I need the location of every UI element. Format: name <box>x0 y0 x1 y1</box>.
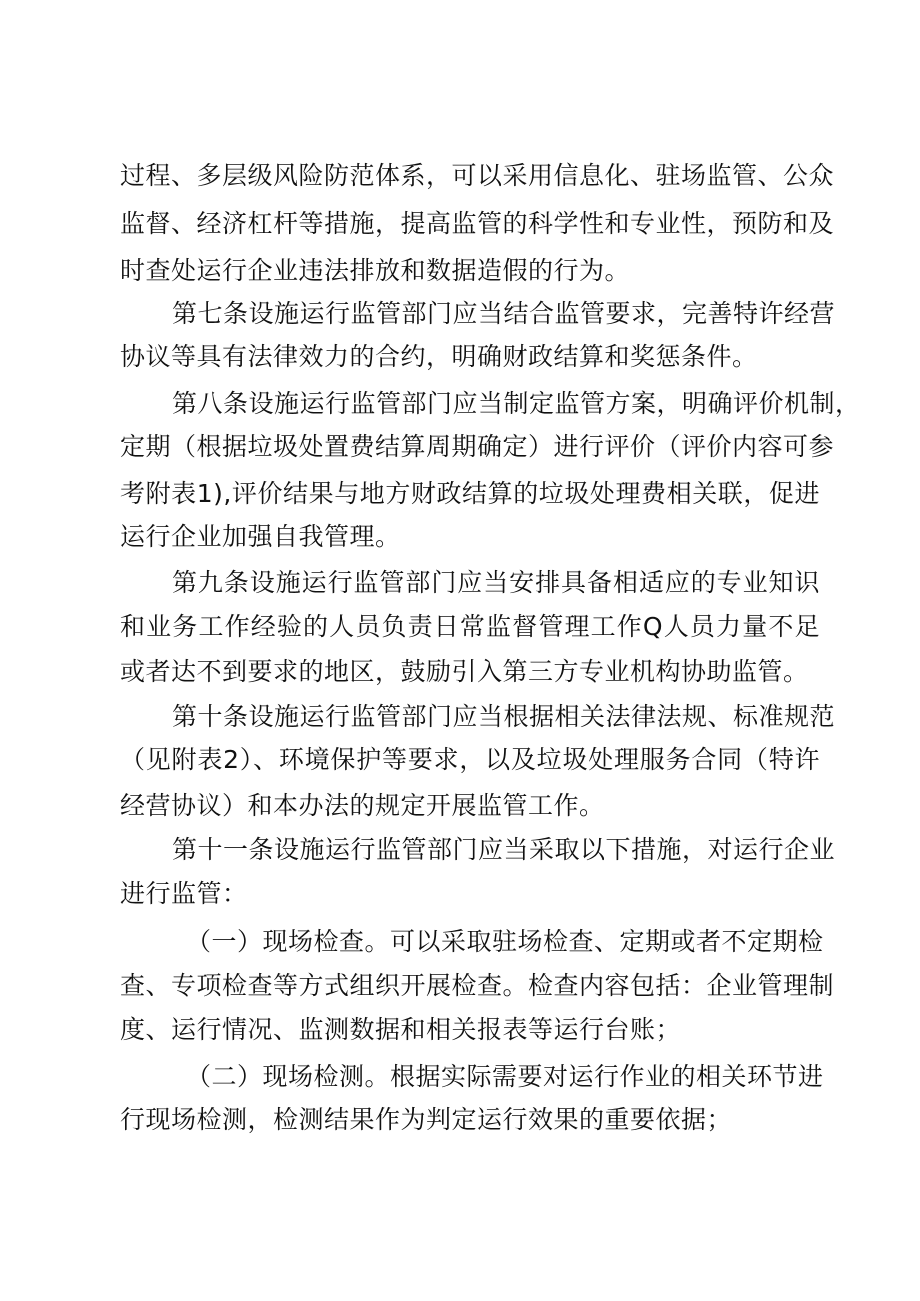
paragraph-line: 考附表1),评价结果与地方财政结算的垃圾处理费相关联，促进 <box>120 479 820 508</box>
paragraph-line: 行现场检测，检测结果作为判定运行效果的重要依据； <box>120 1105 733 1134</box>
paragraph-line: 监督、经济杠杆等措施，提高监管的科学性和专业性，预防和及 <box>120 209 835 238</box>
paragraph-line: 进行监管： <box>120 879 248 908</box>
paragraph-line: 查、专项检查等方式组织开展检查。检查内容包括：企业管理制 <box>120 971 835 1000</box>
paragraph-line: 经营协议）和本办法的规定开展监管工作。 <box>120 791 605 820</box>
paragraph-line: 度、运行情况、监测数据和相关报表等运行台账； <box>120 1015 682 1044</box>
paragraph-line: 第十条设施运行监管部门应当根据相关法律法规、标准规范 <box>172 702 836 731</box>
paragraph-line: （一）现场检查。可以采取驻场检查、定期或者不定期检 <box>186 927 824 956</box>
paragraph-line: 第八条设施运行监管部门应当制定监管方案，明确评价机制， <box>172 389 861 418</box>
paragraph-line: 协议等具有法律效力的合约，明确财政结算和奖惩条件。 <box>120 342 758 371</box>
paragraph-line: 和业务工作经验的人员负责日常监督管理工作Q人员力量不足 <box>120 612 820 641</box>
paragraph-line: （二）现场检测。根据实际需要对运行作业的相关环节进 <box>186 1062 824 1091</box>
paragraph-line: 定期（根据垃圾处置费结算周期确定）进行评价（评价内容可参 <box>120 432 835 461</box>
paragraph-line: 运行企业加强自我管理。 <box>120 522 401 551</box>
paragraph-line: 过程、多层级风险防范体系，可以采用信息化、驻场监管、公众 <box>120 161 835 190</box>
paragraph-line: 或者达不到要求的地区，鼓励引入第三方专业机构协助监管。 <box>120 657 809 686</box>
paragraph-line: （见附表2）、环境保护等要求，以及垃圾处理服务合同（特许 <box>120 745 820 774</box>
paragraph-line: 时查处运行企业违法排放和数据造假的行为。 <box>120 256 631 285</box>
paragraph-line: 第九条设施运行监管部门应当安排具备相适应的专业知识 <box>172 568 820 597</box>
paragraph-line: 第十一条设施运行监管部门应当采取以下措施，对运行企业 <box>172 835 836 864</box>
paragraph-line: 第七条设施运行监管部门应当结合监管要求，完善特许经营 <box>172 299 836 328</box>
